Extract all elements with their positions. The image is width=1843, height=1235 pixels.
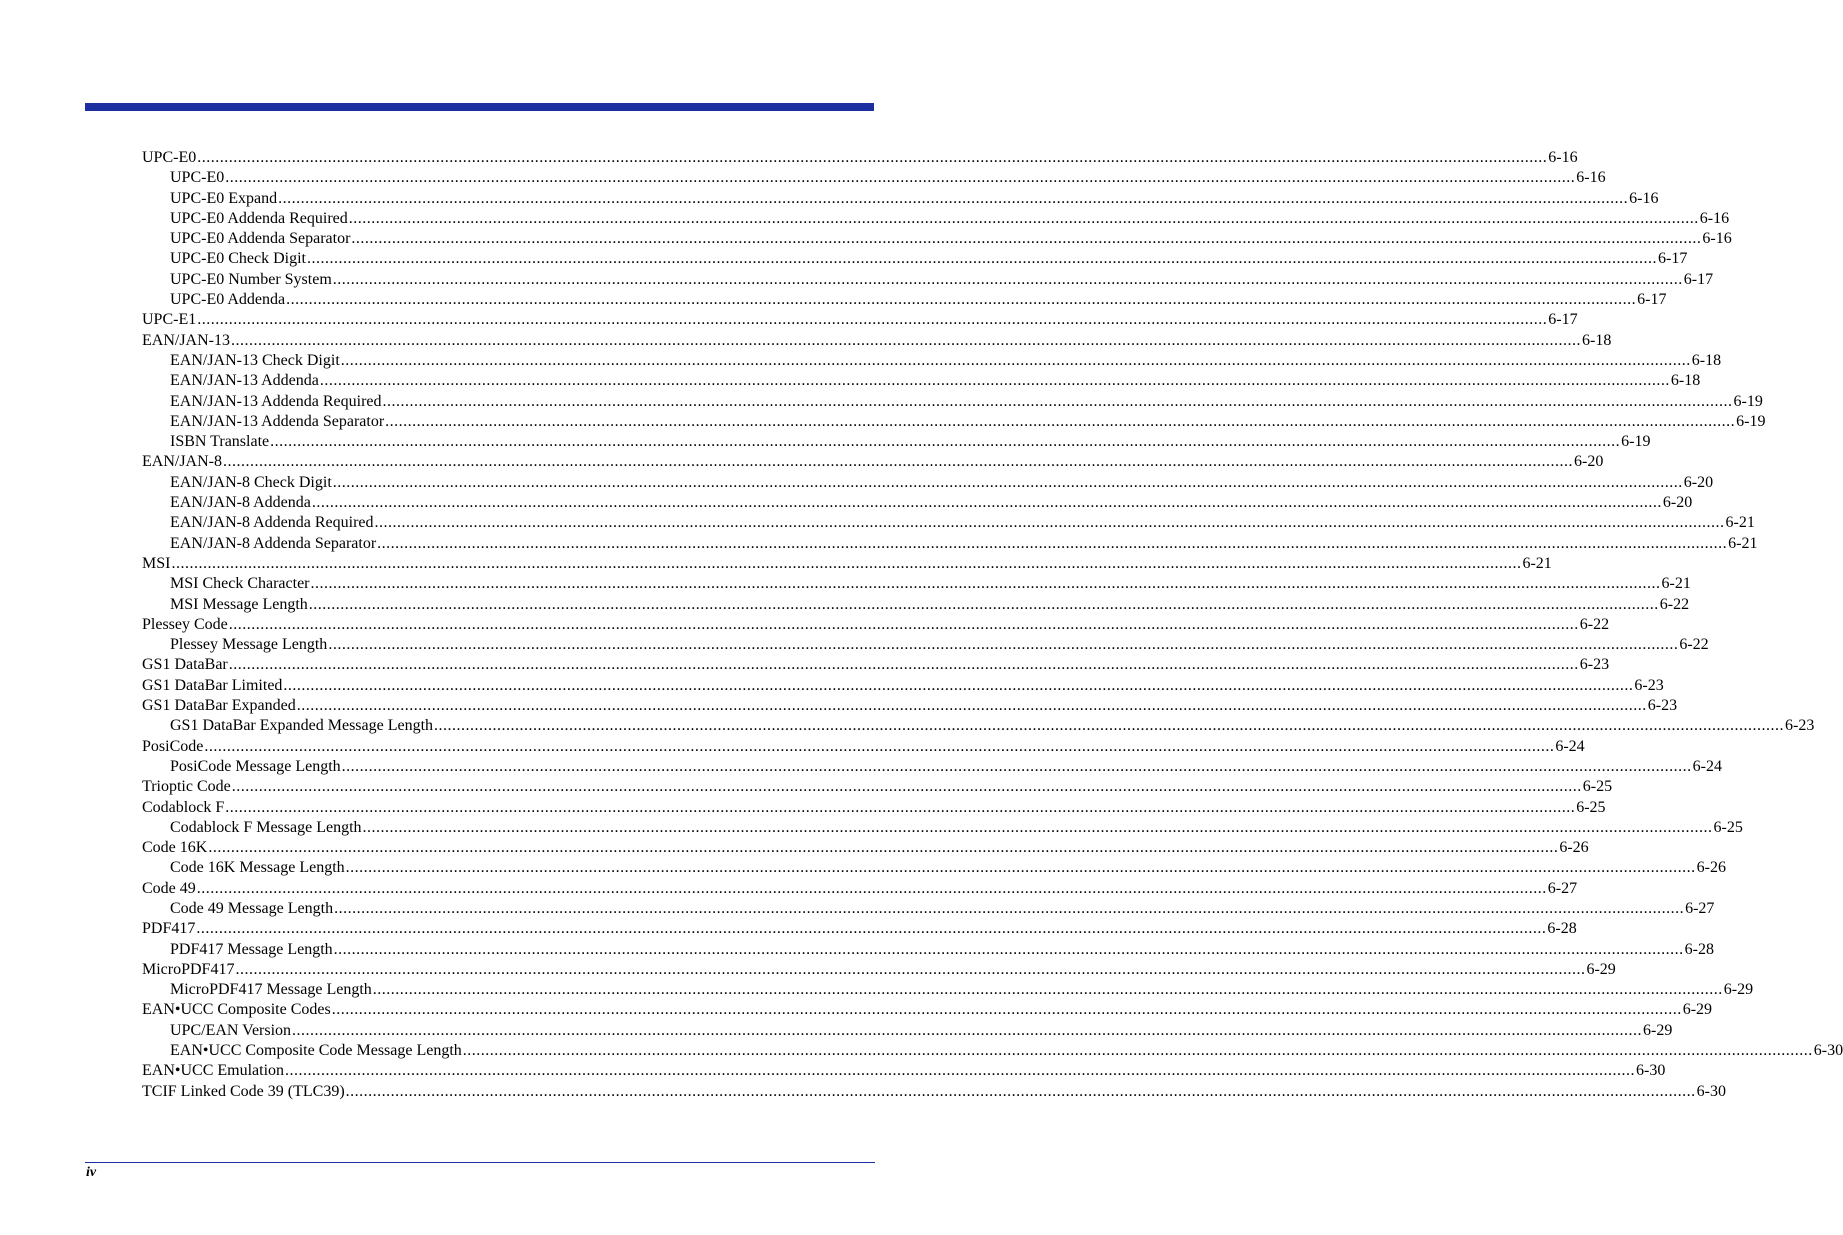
toc-entry-label: Code 16K <box>142 839 208 857</box>
toc-entry-label: Code 49 Message Length <box>170 899 334 917</box>
toc-dot-leader: ............................................................................................................................................................................................................................................................................................................ <box>362 818 1713 836</box>
toc-entry-label: EAN/JAN-8 <box>142 453 222 471</box>
toc-entry-page: 6-20 <box>1662 494 1693 512</box>
toc-entry-page: 6-17 <box>1658 250 1688 268</box>
toc-entry-page: 6-30 <box>1813 1042 1843 1060</box>
toc-entry[interactable] <box>142 473 1714 493</box>
toc-entry-page: 6-27 <box>1685 899 1715 917</box>
toc-entry-page: 6-17 <box>1683 270 1714 288</box>
toc-entry-label: EAN/JAN-13 Addenda <box>170 372 319 390</box>
toc-entry[interactable] <box>142 189 1659 209</box>
toc-entry-label: UPC-E0 <box>142 149 197 166</box>
toc-dot-leader: ............................................................................................................................................................................................................................................................................................................ <box>345 1082 1696 1100</box>
toc-entry[interactable] <box>142 392 1763 412</box>
toc-entry-page: 6-29 <box>1682 1001 1713 1019</box>
toc-entry-page: 6-27 <box>1547 879 1578 897</box>
toc-entry[interactable] <box>142 351 1722 371</box>
toc-entry-page: 6-22 <box>1659 595 1690 613</box>
toc-entry-label: GS1 DataBar Expanded <box>142 697 296 715</box>
toc-entry-label: EAN/JAN-13 Addenda Separator <box>170 412 385 430</box>
toc-entry[interactable] <box>142 737 1585 757</box>
toc-dot-leader: ............................................................................................................................................................................................................................................................................................................ <box>171 554 1522 572</box>
toc-entry[interactable] <box>142 270 1714 290</box>
toc-dot-leader: ............................................................................................................................................................................................................................................................................................................ <box>462 1042 1813 1060</box>
toc-entry-page: 6-24 <box>1692 757 1722 775</box>
toc-entry-label: PosiCode Message Length <box>170 757 341 775</box>
toc-entry-label: EAN/JAN-8 Check Digit <box>170 473 332 491</box>
toc-entry-page: 6-18 <box>1582 331 1612 349</box>
toc-entry-page: 6-30 <box>1696 1082 1726 1100</box>
toc-entry-label: Plessey Message Length <box>170 636 328 654</box>
toc-dot-leader: ............................................................................................................................................................................................................................................................................................................ <box>328 636 1679 654</box>
toc-dot-leader: ............................................................................................................................................................................................................................................................................................................ <box>310 575 1661 593</box>
toc-entry-page: 6-18 <box>1670 372 1701 390</box>
toc-entry-page: 6-18 <box>1691 351 1722 369</box>
toc-entry-label: UPC-E0 Addenda Separator <box>170 230 351 248</box>
toc-entry-label: EAN/JAN-13 <box>142 331 230 349</box>
toc-entry[interactable] <box>142 1000 1713 1020</box>
toc-entry-page: 6-29 <box>1643 1021 1673 1039</box>
toc-entry-label: UPC-E0 Expand <box>170 189 278 207</box>
toc-entry[interactable] <box>142 574 1691 594</box>
toc-dot-leader: ............................................................................................................................................................................................................................................................................................................ <box>228 615 1579 633</box>
toc-dot-leader: ............................................................................................................................................................................................................................................................................................................ <box>197 311 1548 329</box>
toc-dot-leader: ............................................................................................................................................................................................................................................................................................................ <box>231 331 1581 349</box>
toc-dot-leader: ............................................................................................................................................................................................................................................................................................................ <box>351 230 1702 248</box>
toc-dot-leader: ............................................................................................................................................................................................................................................................................................................ <box>345 859 1696 877</box>
toc-dot-leader: ............................................................................................................................................................................................................................................................................................................ <box>348 209 1699 227</box>
toc-entry-label: EAN/JAN-8 Addenda <box>170 494 311 512</box>
toc-entry[interactable] <box>142 432 1651 452</box>
toc-entry[interactable] <box>142 1082 1726 1102</box>
toc-dot-leader: ............................................................................................................................................................................................................................................................................................................ <box>333 940 1684 958</box>
toc-entry[interactable] <box>142 412 1766 432</box>
toc-entry[interactable] <box>142 696 1678 716</box>
toc-entry-label: UPC-E0 Addenda Required <box>170 209 348 227</box>
toc-entry-page: 6-20 <box>1574 453 1604 471</box>
toc-entry[interactable] <box>142 798 1606 818</box>
toc-entry-page: 6-16 <box>1702 230 1732 248</box>
toc-entry[interactable] <box>142 777 1613 797</box>
toc-entry[interactable] <box>142 249 1688 269</box>
toc-entry-page: 6-21 <box>1728 534 1758 552</box>
toc-entry[interactable] <box>142 635 1709 655</box>
toc-entry-label: UPC-E1 <box>142 311 197 329</box>
toc-entry-label: EAN•UCC Composite Code Message Length <box>170 1042 462 1060</box>
toc-entry-label: EAN/JAN-8 Addenda Required <box>170 514 374 532</box>
toc-dot-leader: ............................................................................................................................................................................................................................................................................................................ <box>228 656 1579 674</box>
toc-entry-label: PDF417 Message Length <box>170 940 333 958</box>
toc-dot-leader: ............................................................................................................................................................................................................................................................................................................ <box>374 514 1725 532</box>
toc-entry[interactable] <box>142 858 1726 878</box>
toc-entry[interactable] <box>142 899 1715 919</box>
toc-entry-page: 6-28 <box>1547 920 1577 938</box>
toc-entry[interactable] <box>142 534 1758 554</box>
toc-entry-label: MSI <box>142 554 171 572</box>
toc-entry-label: UPC/EAN Version <box>170 1021 292 1039</box>
toc-dot-leader: ............................................................................................................................................................................................................................................................................................................ <box>196 879 1547 897</box>
toc-entry[interactable] <box>142 371 1701 391</box>
toc-dot-leader: ............................................................................................................................................................................................................................................................................................................ <box>204 737 1555 755</box>
toc-entry[interactable] <box>142 716 1815 736</box>
toc-entry-label: EAN/JAN-8 Addenda Separator <box>170 534 377 552</box>
toc-entry-label: MicroPDF417 Message Length <box>170 981 372 999</box>
toc-entry-label: EAN•UCC Composite Codes <box>142 1001 331 1019</box>
footer-rule <box>85 1162 875 1163</box>
toc-dot-leader: ............................................................................................................................................................................................................................................................................................................ <box>332 270 1683 288</box>
toc-entry-page: 6-21 <box>1725 514 1755 532</box>
toc-entry-label: GS1 DataBar <box>142 656 228 674</box>
toc-entry-label: Codablock F Message Length <box>170 818 362 836</box>
toc-dot-leader: ............................................................................................................................................................................................................................................................................................................ <box>196 920 1547 938</box>
toc-entry[interactable] <box>142 818 1743 838</box>
toc-entry-page: 6-16 <box>1576 169 1606 187</box>
toc-entry-label: Code 16K Message Length <box>170 859 345 877</box>
toc-entry-label: EAN•UCC Emulation <box>142 1062 285 1080</box>
toc-dot-leader: ............................................................................................................................................................................................................................................................................................................ <box>385 412 1736 430</box>
toc-entry-page: 6-24 <box>1555 737 1585 755</box>
toc-entry[interactable] <box>142 615 1610 635</box>
toc-entry-label: ISBN Translate <box>170 433 270 451</box>
toc-entry-page: 6-25 <box>1713 818 1743 836</box>
toc-entry-page: 6-22 <box>1579 615 1610 633</box>
toc-dot-leader: ............................................................................................................................................................................................................................................................................................................ <box>308 595 1659 613</box>
toc-entry-label: MSI Check Character <box>170 575 310 593</box>
toc-entry-page: 6-23 <box>1579 656 1610 674</box>
toc-entry-label: GS1 DataBar Limited <box>142 676 283 694</box>
toc-entry-label: Plessey Code <box>142 615 228 633</box>
toc-dot-leader: ............................................................................................................................................................................................................................................................................................................ <box>231 778 1582 796</box>
toc-entry[interactable] <box>142 148 1578 168</box>
toc-entry-page: 6-19 <box>1621 433 1651 451</box>
toc-entry[interactable] <box>142 757 1722 777</box>
toc-entry-page: 6-26 <box>1696 859 1726 877</box>
toc-dot-leader: ............................................................................................................................................................................................................................................................................................................ <box>377 534 1728 552</box>
toc-entry-page: 6-25 <box>1582 778 1613 796</box>
toc-entry-label: Codablock F <box>142 798 225 816</box>
toc-dot-leader: ............................................................................................................................................................................................................................................................................................................ <box>235 960 1586 978</box>
toc-dot-leader: ............................................................................................................................................................................................................................................................................................................ <box>270 433 1621 451</box>
toc-entry[interactable] <box>142 676 1664 696</box>
toc-dot-leader: ............................................................................................................................................................................................................................................................................................................ <box>434 717 1785 735</box>
toc-entry-page: 6-23 <box>1634 676 1664 694</box>
toc-dot-leader: ............................................................................................................................................................................................................................................................................................................ <box>197 149 1548 166</box>
toc-entry-label: MSI Message Length <box>170 595 308 613</box>
header-bar <box>85 103 874 111</box>
toc-dot-leader: ............................................................................................................................................................................................................................................................................................................ <box>292 1021 1643 1039</box>
toc-entry-page: 6-28 <box>1684 940 1714 958</box>
toc-dot-leader: ............................................................................................................................................................................................................................................................................................................ <box>382 392 1733 410</box>
toc-entry-label: UPC-E0 Check Digit <box>170 250 306 268</box>
toc-entry-label: PosiCode <box>142 737 204 755</box>
toc-entry[interactable] <box>142 452 1604 472</box>
toc-entry-label: MicroPDF417 <box>142 960 235 978</box>
toc-entry-label: GS1 DataBar Expanded Message Length <box>170 717 434 735</box>
toc-dot-leader: ............................................................................................................................................................................................................................................................................................................ <box>278 189 1629 207</box>
toc-entry-page: 6-19 <box>1733 392 1763 410</box>
toc-dot-leader: ............................................................................................................................................................................................................................................................................................................ <box>296 697 1647 715</box>
toc-entry[interactable] <box>142 513 1755 533</box>
toc-entry[interactable] <box>142 290 1667 310</box>
toc-entry[interactable] <box>142 595 1690 615</box>
toc-entry-page: 6-17 <box>1548 311 1578 329</box>
toc-entry-label: UPC-E0 Number System <box>170 270 332 288</box>
toc-entry-page: 6-21 <box>1522 554 1552 572</box>
toc-entry-label: UPC-E0 <box>170 169 225 187</box>
toc-dot-leader: ............................................................................................................................................................................................................................................................................................................ <box>341 757 1692 775</box>
toc-entry[interactable] <box>142 229 1732 249</box>
toc-entry[interactable] <box>142 310 1578 330</box>
toc-entry-page: 6-29 <box>1586 960 1616 978</box>
toc-entry-page: 6-16 <box>1699 209 1730 227</box>
toc-entry-page: 6-17 <box>1637 291 1667 309</box>
toc-dot-leader: ............................................................................................................................................................................................................................................................................................................ <box>225 798 1576 816</box>
toc-entry-label: TCIF Linked Code 39 (TLC39) <box>142 1082 345 1100</box>
toc-dot-leader: ............................................................................................................................................................................................................................................................................................................ <box>286 291 1637 309</box>
toc-dot-leader: ............................................................................................................................................................................................................................................................................................................ <box>225 169 1576 187</box>
toc-entry[interactable] <box>142 493 1693 513</box>
toc-entry[interactable] <box>142 331 1612 351</box>
toc-entry[interactable] <box>142 960 1616 980</box>
toc-dot-leader: ............................................................................................................................................................................................................................................................................................................ <box>340 351 1691 369</box>
toc-entry-label: EAN/JAN-13 Check Digit <box>170 351 340 369</box>
toc-entry-page: 6-25 <box>1576 798 1606 816</box>
toc-entry-page: 6-30 <box>1636 1062 1666 1080</box>
toc-dot-leader: ............................................................................................................................................................................................................................................................................................................ <box>208 839 1559 857</box>
toc-entry[interactable] <box>142 554 1552 574</box>
toc-dot-leader: ............................................................................................................................................................................................................................................................................................................ <box>311 494 1662 512</box>
toc-dot-leader: ............................................................................................................................................................................................................................................................................................................ <box>283 676 1634 694</box>
toc-dot-leader: ............................................................................................................................................................................................................................................................................................................ <box>334 899 1685 917</box>
toc-entry[interactable] <box>142 655 1610 675</box>
toc-entry[interactable] <box>142 919 1577 939</box>
toc-entry-page: 6-23 <box>1785 717 1815 735</box>
toc-dot-leader: ............................................................................................................................................................................................................................................................................................................ <box>223 453 1573 471</box>
table-of-contents <box>142 148 1843 1102</box>
toc-entry[interactable] <box>142 1061 1666 1081</box>
toc-dot-leader: ............................................................................................................................................................................................................................................................................................................ <box>331 1001 1682 1019</box>
toc-entry[interactable] <box>142 209 1730 229</box>
toc-entry-label: Trioptic Code <box>142 778 231 796</box>
toc-entry-label: PDF417 <box>142 920 196 938</box>
toc-entry[interactable] <box>142 980 1754 1000</box>
toc-entry[interactable] <box>142 879 1578 899</box>
toc-entry-page: 6-29 <box>1723 981 1754 999</box>
page-number: iv <box>86 1165 97 1180</box>
toc-dot-leader: ............................................................................................................................................................................................................................................................................................................ <box>372 981 1723 999</box>
toc-entry-page: 6-26 <box>1559 839 1589 857</box>
toc-entry[interactable] <box>142 1021 1673 1041</box>
toc-entry[interactable] <box>142 1041 1843 1061</box>
toc-entry-page: 6-20 <box>1683 473 1714 491</box>
toc-dot-leader: ............................................................................................................................................................................................................................................................................................................ <box>319 372 1670 390</box>
toc-entry[interactable] <box>142 940 1714 960</box>
toc-entry-label: Code 49 <box>142 879 196 897</box>
toc-dot-leader: ............................................................................................................................................................................................................................................................................................................ <box>307 250 1657 268</box>
toc-entry-page: 6-23 <box>1647 697 1678 715</box>
toc-entry-label: UPC-E0 Addenda <box>170 291 286 309</box>
toc-entry-page: 6-16 <box>1629 189 1659 207</box>
toc-entry-page: 6-16 <box>1548 149 1578 166</box>
toc-entry-page: 6-21 <box>1661 575 1691 593</box>
toc-entry-label: EAN/JAN-13 Addenda Required <box>170 392 382 410</box>
toc-entry-page: 6-22 <box>1679 636 1709 654</box>
toc-dot-leader: ............................................................................................................................................................................................................................................................................................................ <box>285 1062 1636 1080</box>
toc-entry-page: 6-19 <box>1736 412 1766 430</box>
toc-entry[interactable] <box>142 168 1606 188</box>
toc-dot-leader: ............................................................................................................................................................................................................................................................................................................ <box>332 473 1683 491</box>
toc-entry[interactable] <box>142 838 1589 858</box>
